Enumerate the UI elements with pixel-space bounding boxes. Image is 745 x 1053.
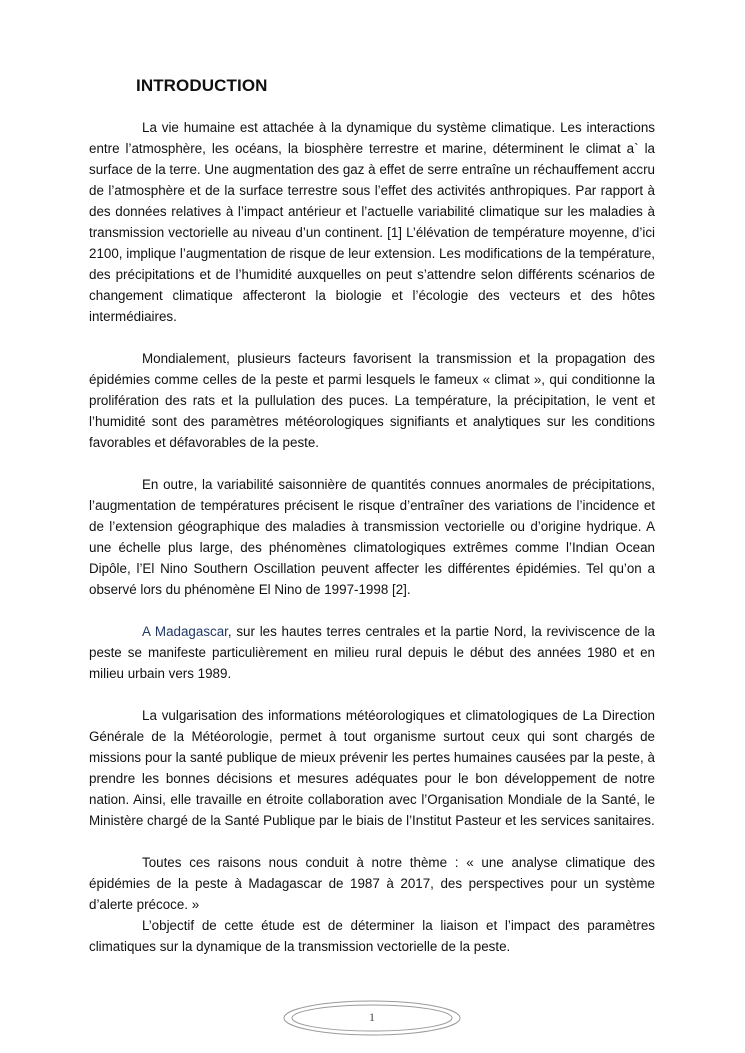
page-number: 1 — [369, 1010, 375, 1024]
paragraph-5: La vulgarisation des informations météorologiques et climatologiques de La Direction Générale de la Météorologie, permet à tout organisme surtout ceux qui sont chargés de missions pour la santé publique de mieux prévenir les pertes humaines causées par la peste, à prendre les bonnes décisions et mesures adéquates pour le bon développement de notre nation. Ainsi, elle travaille en étroite collaboration avec l’Organisation Mondiale de la Santé, le Ministère chargé de la Santé Publique par le biais de l’Institut Pasteur et les services sanitaires. — [89, 708, 655, 828]
paragraph-3: En outre, la variabilité saisonnière de quantités connues anormales de précipitations, l’augmentation de températures précisent le risque d’entraîner des variations de l’incidence et de l’extension géographique des maladies à transmission vectorielle ou d’origine hydrique. A une échelle plus large, des phénomènes climatologiques extrêmes comme l’Indian Ocean Dipôle, l’El Nino Southern Oscillation peuvent affecter les différentes épidémies. Tel qu’on a observé lors du phénomène El Nino de 1997-1998 [2]. — [89, 477, 655, 597]
paragraph-6: Toutes ces raisons nous conduit à notre thème : « une analyse climatique des épidémies de la peste à Madagascar de 1987 à 2017, des perspectives pour un système d’alerte précoce. » — [89, 855, 655, 912]
page-number-footer — [280, 998, 464, 1038]
paragraph-4 — [89, 621, 655, 684]
paragraph-4-text: , sur les hautes terres centrales et la partie Nord, la reviviscence de la peste se manifeste particulièrement en milieu rural depuis le début des années 1980 et en milieu urbain vers 1989. — [89, 624, 655, 681]
paragraph-7: L’objectif de cette étude est de déterminer la liaison et l’impact des paramètres climatiques sur la dynamique de la transmission vectorielle de la peste. — [89, 918, 655, 954]
paragraph-2: Mondialement, plusieurs facteurs favorisent la transmission et la propagation des épidémies comme celles de la peste et parmi lesquels le fameux « climat », qui conditionne la prolifération des rats et la pullulation des puces. La température, la précipitation, le vent et l’humidité sont des paramètres météorologiques signifiants et analytiques sur les conditions favorables et défavorables de la peste. — [89, 351, 655, 450]
section-heading: INTRODUCTION — [136, 76, 268, 95]
paragraph-1: La vie humaine est attachée à la dynamique du système climatique. Les interactions entre l’atmosphère, les océans, la biosphère terrestre et marine, déterminent le climat a` la surface de la terre. Une augmentation des gaz à effet de serre entraîne un réchauffement accru de l’atmosphère et de la surface terrestre sous l’effet des activités anthropiques. Par rapport à des données relatives à l’impact antérieur et l’actuelle variabilité climatique sur les maladies à transmission vectorielle au niveau d’un continent. [1] L’élévation de température moyenne, d’ici 2100, implique l’augmentation de risque de leur extension. Les modifications de la température, des précipitations et de l’humidité auxquelles on peut s’attendre selon différents scénarios de changement climatique affecteront la biologie et l’écologie des vecteurs et des hôtes intermédiaires. — [89, 120, 655, 324]
place-name: A Madagascar — [142, 624, 228, 639]
body-text — [89, 117, 655, 957]
